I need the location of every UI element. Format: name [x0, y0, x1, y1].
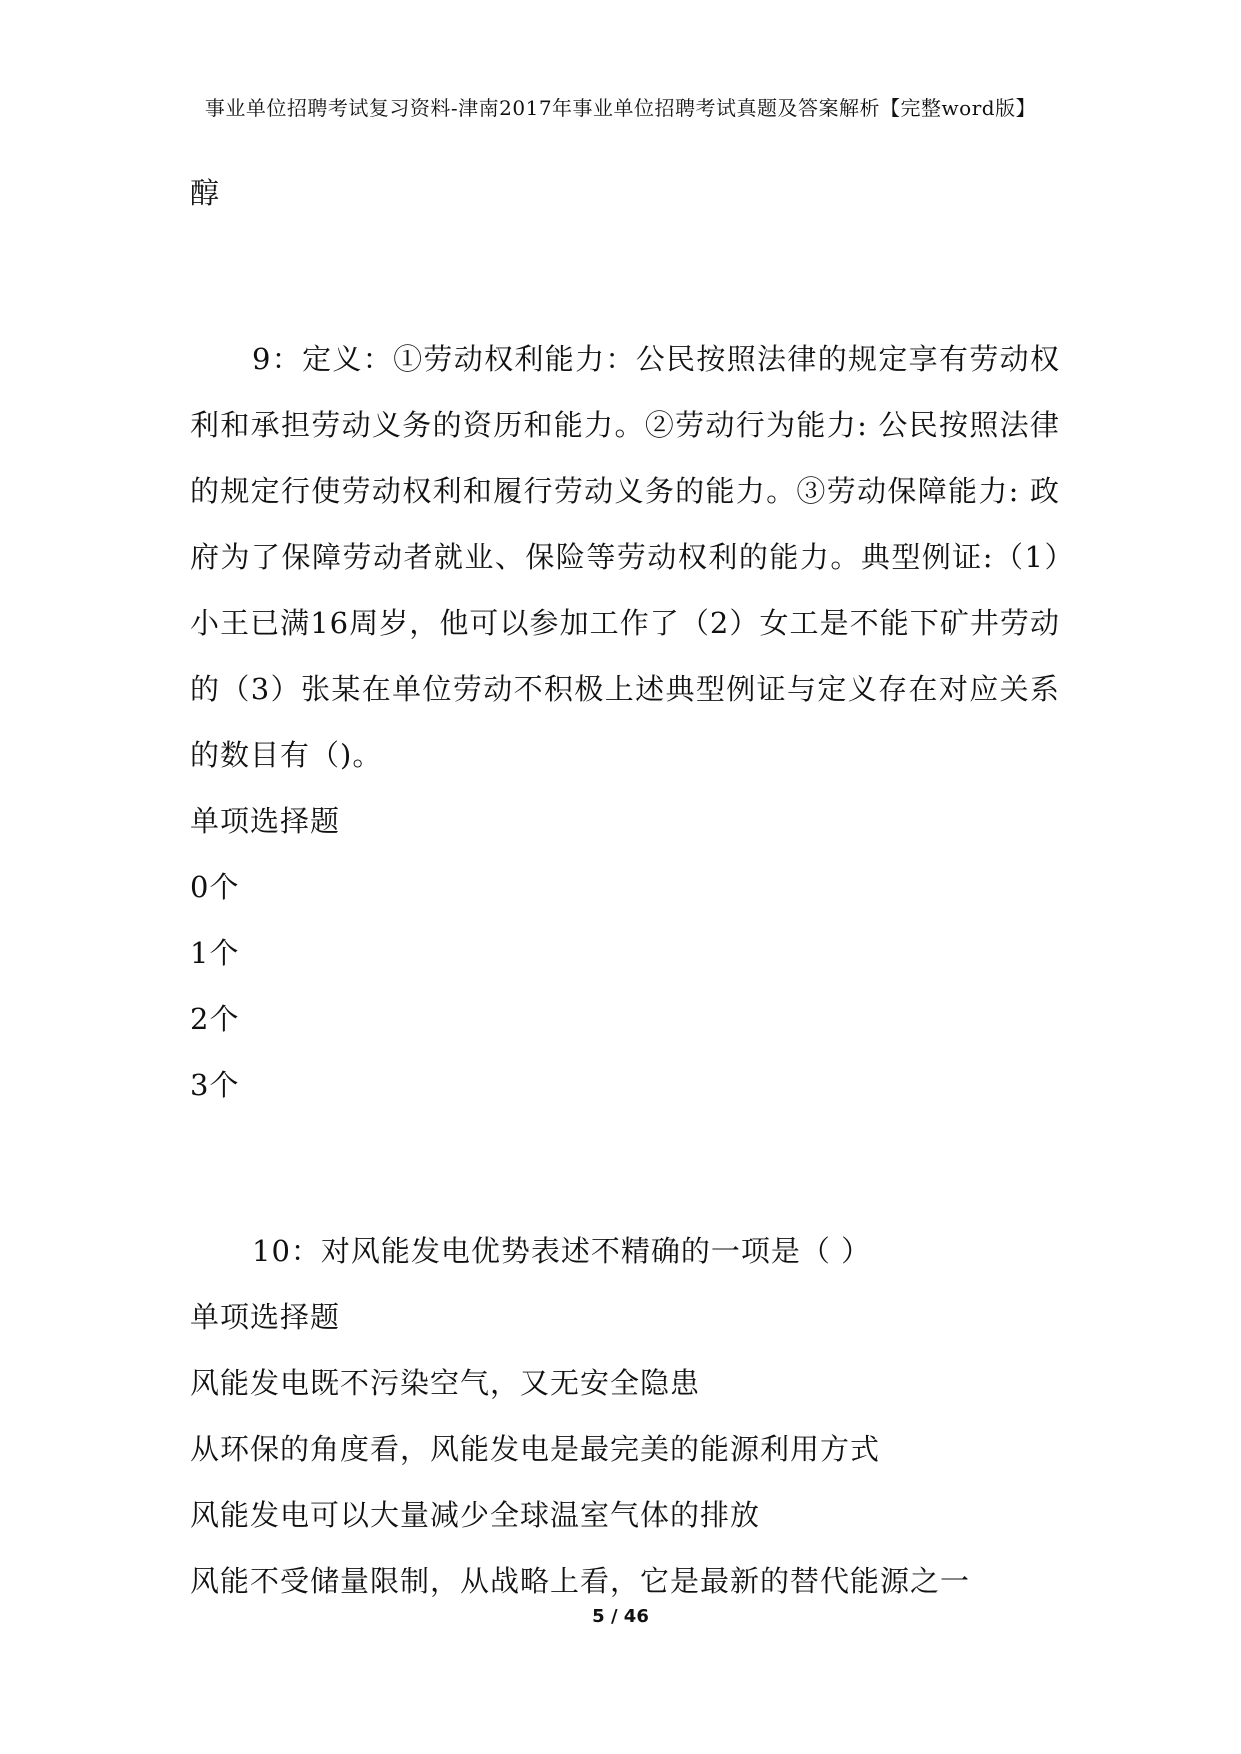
- question-9: [190, 326, 1060, 1118]
- page-number: 5 / 46: [592, 1606, 649, 1627]
- answer-option: 从环保的角度看，风能发电是最完美的能源利用方式: [190, 1432, 881, 1466]
- continued-text-fragment: 醇: [190, 176, 220, 210]
- page-content: [190, 160, 1060, 1614]
- answer-option: 风能不受储量限制，从战略上看，它是最新的替代能源之一: [190, 1564, 971, 1598]
- answer-option: 1个: [190, 936, 240, 970]
- answer-option: 2个: [190, 1002, 240, 1036]
- question-type-label: 单项选择题: [190, 1300, 341, 1334]
- answer-option: 3个: [190, 1068, 240, 1102]
- answer-option: 风能发电可以大量减少全球温室气体的排放: [190, 1498, 761, 1532]
- question-text: 9：定义：①劳动权利能力：公民按照法律的规定享有劳动权利和承担劳动义务的资历和能力。②劳动行为能力: 公民按照法律的规定行使劳动权利和履行劳动义务的能力。③劳动保障能力: 政府为了保障劳动者就业、保险等劳动权利的能力。典型例证:（1）小王已满16周岁，他可以参加工作了（2）女工是不能下矿井劳动的（3）张某在单位劳动不积极上述典型例证与定义存在对应关系的数目有（)。: [190, 342, 1060, 772]
- answer-option: 0个: [190, 870, 240, 904]
- running-header: 事业单位招聘考试复习资料-津南2017年事业单位招聘考试真题及答案解析【完整word版】: [204, 96, 1037, 120]
- question-10: [190, 1218, 1060, 1614]
- question-text: 10：对风能发电优势表述不精确的一项是（ ）: [252, 1234, 872, 1268]
- question-type-label: 单项选择题: [190, 804, 341, 838]
- answer-option: 风能发电既不污染空气，又无安全隐患: [190, 1366, 701, 1400]
